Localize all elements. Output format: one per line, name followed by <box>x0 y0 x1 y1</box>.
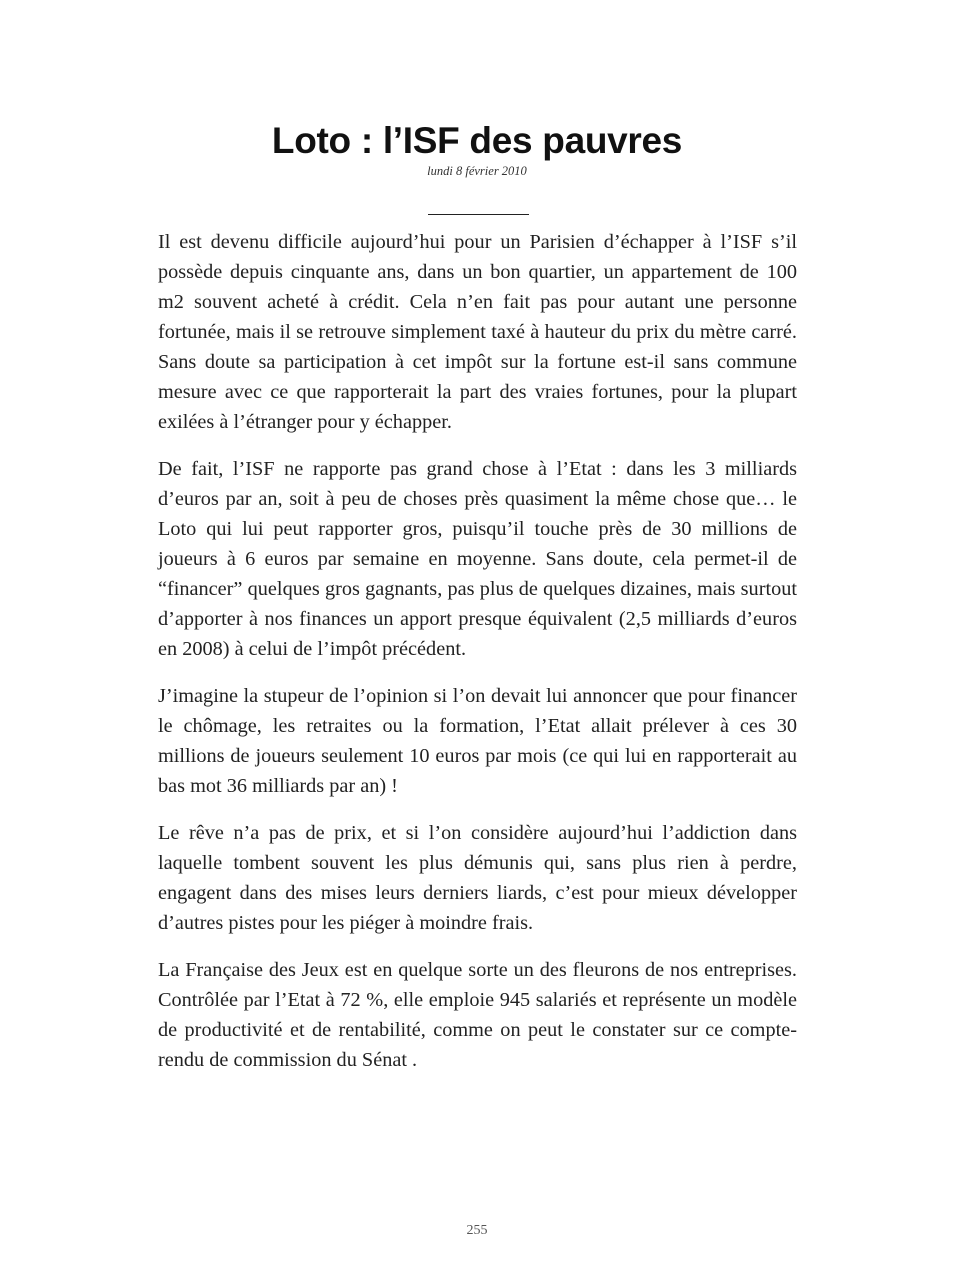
publication-date: lundi 8 février 2010 <box>427 164 527 178</box>
page-title: Loto : l’ISF des pauvres <box>271 120 683 161</box>
page-number: 255 <box>466 1223 488 1238</box>
paragraph-3: J’imagine la stupeur de l’opinion si l’on devait lui annoncer que pour financer le chômage, les retraites ou la formation, l’Etat allait prélever à ces 30 millions de joueurs seulement 10 euros par mois (ce qui lui en rapporterait au bas mot 36 milliards par an) ! <box>158 685 797 797</box>
title-separator <box>428 214 529 215</box>
paragraph-1: Il est devenu difficile aujourd’hui pour un Parisien d’échapper à l’ISF s’il possède depuis cinquante ans, dans un bon quartier, un appartement de 100 m2 souvent acheté à crédit. Cela n’en fait pas pour autant une personne fortunée, mais il se retrouve simplement taxé à hauteur du prix du mètre carré. Sans doute sa participation à cet impôt sur la fortune est-il sans commune mesure avec ce que rapporterait la part des vraies fortunes, pour la plupart exilées à l’étranger pour y échapper. <box>158 231 797 433</box>
paragraph-5: La Française des Jeux est en quelque sorte un des fleurons de nos entreprises. Contrôlée par l’Etat à 72 %, elle emploie 945 salariés et représente un modèle de productivité et de rentabilité, comme on peut le constater sur ce compte-rendu de commission du Sénat . <box>158 959 797 1071</box>
paragraph-2: De fait, l’ISF ne rapporte pas grand chose à l’Etat : dans les 3 milliards d’euros par an, soit à peu de choses près quasiment la même chose que… le Loto qui lui peut rapporter gros, puisqu’il touche près de 30 millions de joueurs à 6 euros par semaine en moyenne. Sans doute, cela permet-il de “financer” quelques gros gagnants, pas plus de quelques dizaines, mais surtout d’apporter à nos finances un apport presque équivalent (2,5 milliards d’euros en 2008) à celui de l’impôt précédent. <box>158 458 797 660</box>
article-body <box>158 227 797 1092</box>
paragraph-4: Le rêve n’a pas de prix, et si l’on considère aujourd’hui l’addiction dans laquelle tombent souvent les plus démunis qui, sans plus rien à perdre, engagent dans des mises leurs derniers liards, c’est pour mieux développer d’autres pistes pour les piéger à moindre frais. <box>158 822 797 934</box>
